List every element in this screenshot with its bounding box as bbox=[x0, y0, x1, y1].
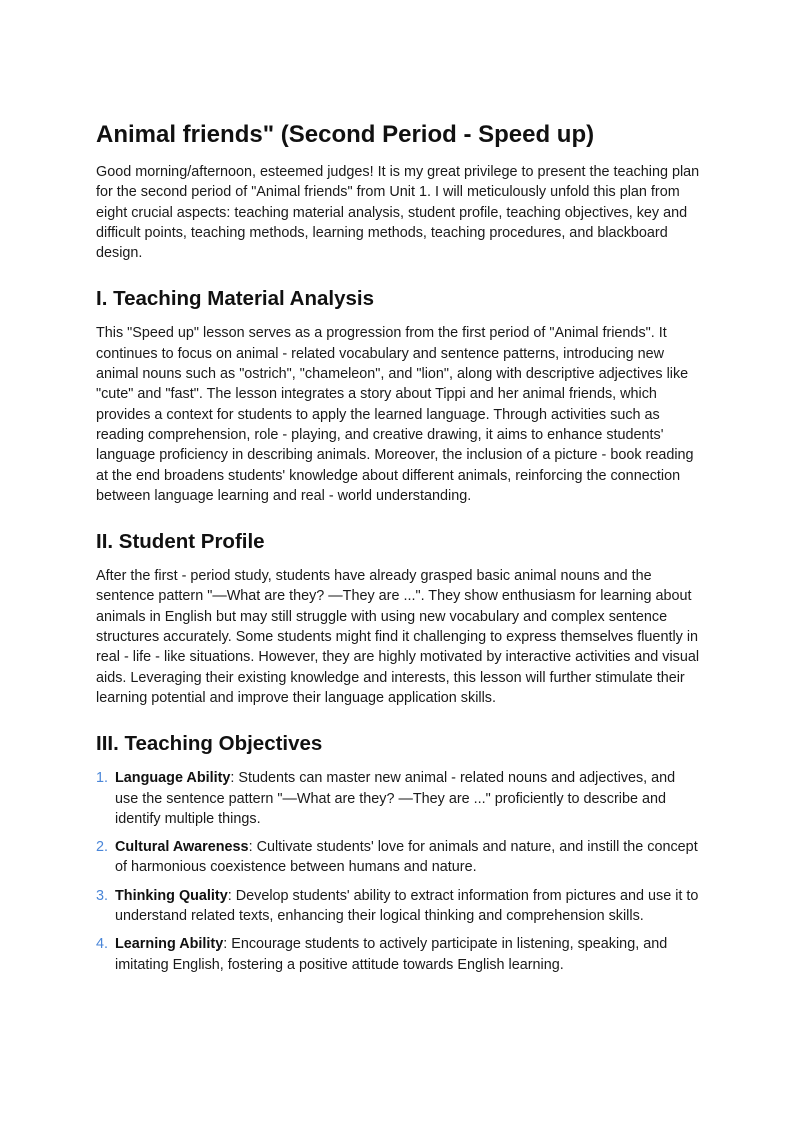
list-item bbox=[96, 768, 700, 829]
list-number: 3. bbox=[96, 887, 109, 904]
section-heading: I. Teaching Material Analysis bbox=[96, 287, 374, 311]
objective-text: : Students can master new animal - related nouns and adjectives, and use the sentence pattern "—What are they? —They are ..." proficiently to describe and identify multiple things. bbox=[115, 770, 676, 827]
list-item bbox=[96, 934, 700, 975]
list-number: 4. bbox=[96, 936, 109, 953]
list-item bbox=[96, 886, 700, 927]
objective-text: : Develop students' ability to extract information from pictures and use it to understand related texts, enhancing their logical thinking and comprehension skills. bbox=[115, 887, 699, 925]
section-paragraph: This "Speed up" lesson serves as a progression from the first period of "Animal friends". It continues to focus on animal - related vocabulary and sentence patterns, introducing new animal nouns such as "ostrich", "chameleon", and "lion", along with descriptive adjectives like "cute" and "fast". The lesson integrates a story about Tippi and her animal friends, which provides a context for students to apply the learned language. Through activities such as reading comprehension, role - playing, and creative drawing, it aims to enhance students' language proficiency in describing animals. Moreover, the inclusion of a picture - book reading at the end broadens students' knowledge about different animals, reinforcing the connection between language learning and real - world understanding. bbox=[96, 325, 694, 504]
list-number: 1. bbox=[96, 770, 109, 787]
section-heading: II. Student Profile bbox=[96, 530, 265, 554]
objective-term: Thinking Quality bbox=[115, 887, 228, 904]
section-paragraph: After the first - period study, students have already grasped basic animal nouns and the sentence pattern "—What are they? —They are ...". They show enthusiasm for learning about animals in English but may still struggle with using new vocabulary and complex sentence structures accurately. Some students might find it challenging to express themselves fluently in real - life - like situations. However, they are highly motivated by interactive activities and visual aids. Leveraging their existing knowledge and interests, this lesson will further stimulate their learning potential and improve their language application skills. bbox=[96, 568, 700, 706]
objective-term: Learning Ability bbox=[115, 936, 224, 953]
section-heading: III. Teaching Objectives bbox=[96, 732, 323, 756]
objective-term: Language Ability bbox=[115, 770, 231, 787]
objective-text: : Cultivate students' love for animals and nature, and instill the concept of harmonious coexistence between humans and nature. bbox=[115, 839, 698, 876]
document-content bbox=[96, 118, 700, 983]
section-teaching-material-analysis bbox=[96, 285, 700, 506]
list-number: 2. bbox=[96, 839, 109, 856]
intro-paragraph: Good morning/afternoon, esteemed judges! It is my great privilege to present the teaching plan for the second period of "Animal friends" from Unit 1. I will meticulously unfold this plan from eight crucial aspects: teaching material analysis, student profile, teaching objectives, key and difficult points, teaching methods, learning methods, teaching procedures, and blackboard design. bbox=[96, 164, 700, 262]
document-title: Animal friends" (Second Period - Speed up) bbox=[96, 121, 595, 148]
objectives-list bbox=[96, 768, 700, 975]
section-student-profile bbox=[96, 528, 700, 708]
objective-term: Cultural Awareness bbox=[115, 839, 249, 856]
list-item bbox=[96, 837, 700, 878]
objective-text: : Encourage students to actively participate in listening, speaking, and imitating English, fostering a positive attitude towards English learning. bbox=[115, 936, 668, 973]
section-teaching-objectives bbox=[96, 730, 700, 975]
